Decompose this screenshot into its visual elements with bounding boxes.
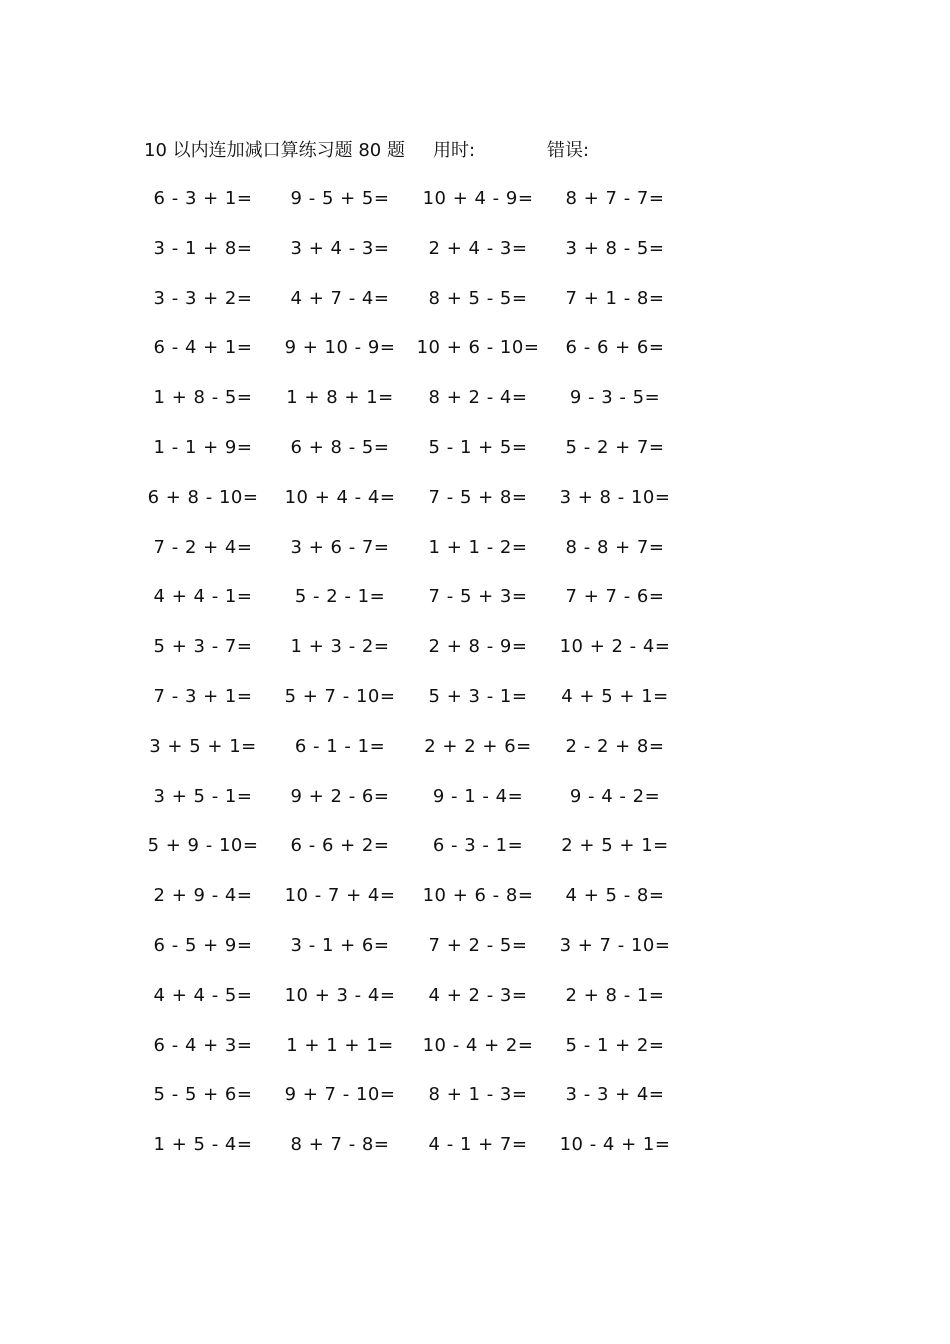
arithmetic-problem: 6 - 3 + 1= — [153, 188, 253, 209]
arithmetic-problem: 9 - 3 - 5= — [569, 387, 661, 409]
arithmetic-problem: 8 + 5 - 5= — [428, 287, 528, 309]
arithmetic-problem: 10 - 4 + 2= — [422, 1034, 534, 1056]
arithmetic-problem: 9 - 4 - 2= — [569, 785, 661, 807]
errors-label: 错误: — [547, 140, 590, 161]
arithmetic-problem: 8 - 8 + 7= — [565, 536, 665, 558]
arithmetic-problem: 10 + 2 - 4= — [559, 636, 671, 658]
arithmetic-problem: 7 + 1 - 8= — [565, 287, 665, 309]
arithmetic-problem: 2 + 8 - 9= — [428, 636, 528, 658]
arithmetic-problem: 1 + 1 + 1= — [286, 1034, 394, 1056]
arithmetic-problem: 10 - 7 + 4= — [284, 885, 396, 907]
arithmetic-problem: 7 - 5 + 8= — [428, 486, 528, 508]
arithmetic-problem: 1 + 3 - 2= — [290, 636, 390, 658]
arithmetic-problem: 9 - 5 + 5= — [290, 188, 390, 209]
arithmetic-problem: 3 + 7 - 10= — [559, 934, 671, 956]
arithmetic-problem: 1 + 1 - 2= — [428, 536, 528, 558]
problem-row — [0, 485, 950, 535]
arithmetic-problem: 3 - 3 + 2= — [153, 287, 253, 309]
arithmetic-problem: 3 + 6 - 7= — [290, 536, 390, 558]
arithmetic-problem: 7 - 2 + 4= — [153, 536, 253, 558]
arithmetic-problem: 4 + 7 - 4= — [290, 287, 390, 309]
problem-row — [0, 983, 950, 1033]
arithmetic-problem: 6 - 5 + 9= — [153, 934, 253, 956]
problem-row — [0, 833, 950, 883]
problem-row — [0, 883, 950, 933]
arithmetic-problem: 3 + 5 + 1= — [149, 735, 257, 757]
arithmetic-problem: 6 - 6 + 6= — [565, 337, 665, 359]
problem-row — [0, 933, 950, 983]
problem-row — [0, 734, 950, 784]
arithmetic-problem: 10 - 4 + 1= — [559, 1134, 671, 1156]
arithmetic-problem: 2 + 2 + 6= — [424, 735, 532, 757]
time-used-label: 用时: — [433, 140, 476, 161]
arithmetic-problem: 10 + 3 - 4= — [284, 984, 396, 1006]
problem-row — [0, 584, 950, 634]
arithmetic-problem: 3 + 8 - 5= — [565, 237, 665, 259]
arithmetic-problem: 9 + 7 - 10= — [284, 1084, 396, 1106]
problem-row — [0, 286, 950, 336]
arithmetic-problem: 3 - 1 + 6= — [290, 934, 390, 956]
problem-row — [0, 1082, 950, 1132]
problem-row — [0, 385, 950, 435]
problem-row — [0, 784, 950, 834]
arithmetic-problem: 10 + 4 - 4= — [284, 486, 396, 508]
problem-row — [0, 236, 950, 286]
arithmetic-problem: 10 + 6 - 10= — [416, 337, 540, 359]
arithmetic-problem: 5 - 2 - 1= — [294, 586, 386, 608]
problem-row — [0, 634, 950, 684]
arithmetic-problem: 7 + 2 - 5= — [428, 934, 528, 956]
arithmetic-problem: 2 + 9 - 4= — [153, 885, 253, 907]
arithmetic-problem: 5 - 5 + 6= — [153, 1084, 253, 1106]
arithmetic-problem: 7 + 7 - 6= — [565, 586, 665, 608]
problem-row — [0, 1033, 950, 1083]
problem-row — [0, 435, 950, 485]
arithmetic-problem: 8 + 7 - 8= — [290, 1134, 390, 1156]
arithmetic-problem: 6 - 1 - 1= — [294, 735, 386, 757]
arithmetic-problem: 5 + 3 - 1= — [428, 685, 528, 707]
arithmetic-problem: 5 - 1 + 2= — [565, 1034, 665, 1056]
arithmetic-problem: 3 + 4 - 3= — [290, 237, 390, 259]
arithmetic-problem: 7 - 3 + 1= — [153, 685, 253, 707]
arithmetic-problem: 9 + 2 - 6= — [290, 785, 390, 807]
problem-row — [0, 535, 950, 585]
arithmetic-problem: 4 + 2 - 3= — [428, 984, 528, 1006]
arithmetic-problem: 2 + 5 + 1= — [561, 835, 669, 857]
arithmetic-problem: 3 + 8 - 10= — [559, 486, 671, 508]
arithmetic-problem: 8 + 1 - 3= — [428, 1084, 528, 1106]
worksheet-title: 10 以内连加减口算练习题 80 题 — [144, 140, 405, 161]
arithmetic-problem: 5 - 2 + 7= — [565, 436, 665, 458]
arithmetic-problem: 5 + 7 - 10= — [284, 685, 396, 707]
arithmetic-problem: 2 + 4 - 3= — [428, 237, 528, 259]
arithmetic-problem: 4 + 5 + 1= — [561, 685, 669, 707]
arithmetic-problem: 4 + 4 - 1= — [153, 586, 253, 608]
arithmetic-problem: 8 + 2 - 4= — [428, 387, 528, 409]
arithmetic-problem: 10 + 6 - 8= — [422, 885, 534, 907]
problem-row — [0, 684, 950, 734]
arithmetic-problem: 10 + 4 - 9= — [422, 188, 534, 209]
arithmetic-problem: 1 + 8 + 1= — [286, 387, 394, 409]
arithmetic-problem: 4 + 5 - 8= — [565, 885, 665, 907]
problem-grid — [0, 186, 950, 1182]
arithmetic-problem: 8 + 7 - 7= — [565, 188, 665, 209]
arithmetic-problem: 5 + 3 - 7= — [153, 636, 253, 658]
arithmetic-problem: 4 + 4 - 5= — [153, 984, 253, 1006]
arithmetic-problem: 6 - 3 - 1= — [432, 835, 524, 857]
arithmetic-problem: 2 - 2 + 8= — [565, 735, 665, 757]
arithmetic-problem: 6 - 4 + 1= — [153, 337, 253, 359]
arithmetic-problem: 7 - 5 + 3= — [428, 586, 528, 608]
arithmetic-problem: 3 - 3 + 4= — [565, 1084, 665, 1106]
arithmetic-problem: 9 - 1 - 4= — [432, 785, 524, 807]
arithmetic-problem: 9 + 10 - 9= — [284, 337, 396, 359]
problem-row — [0, 1132, 950, 1182]
problem-row — [0, 186, 950, 236]
arithmetic-problem: 6 + 8 - 5= — [290, 436, 390, 458]
arithmetic-problem: 2 + 8 - 1= — [565, 984, 665, 1006]
arithmetic-problem: 3 + 5 - 1= — [153, 785, 253, 807]
arithmetic-problem: 6 - 4 + 3= — [153, 1034, 253, 1056]
arithmetic-problem: 5 + 9 - 10= — [147, 835, 259, 857]
arithmetic-problem: 6 + 8 - 10= — [147, 486, 259, 508]
arithmetic-problem: 1 + 8 - 5= — [153, 387, 253, 409]
arithmetic-problem: 6 - 6 + 2= — [290, 835, 390, 857]
problem-row — [0, 335, 950, 385]
arithmetic-problem: 1 + 5 - 4= — [153, 1134, 253, 1156]
arithmetic-problem: 5 - 1 + 5= — [428, 436, 528, 458]
arithmetic-problem: 1 - 1 + 9= — [153, 436, 253, 458]
arithmetic-problem: 4 - 1 + 7= — [428, 1134, 528, 1156]
arithmetic-problem: 3 - 1 + 8= — [153, 237, 253, 259]
